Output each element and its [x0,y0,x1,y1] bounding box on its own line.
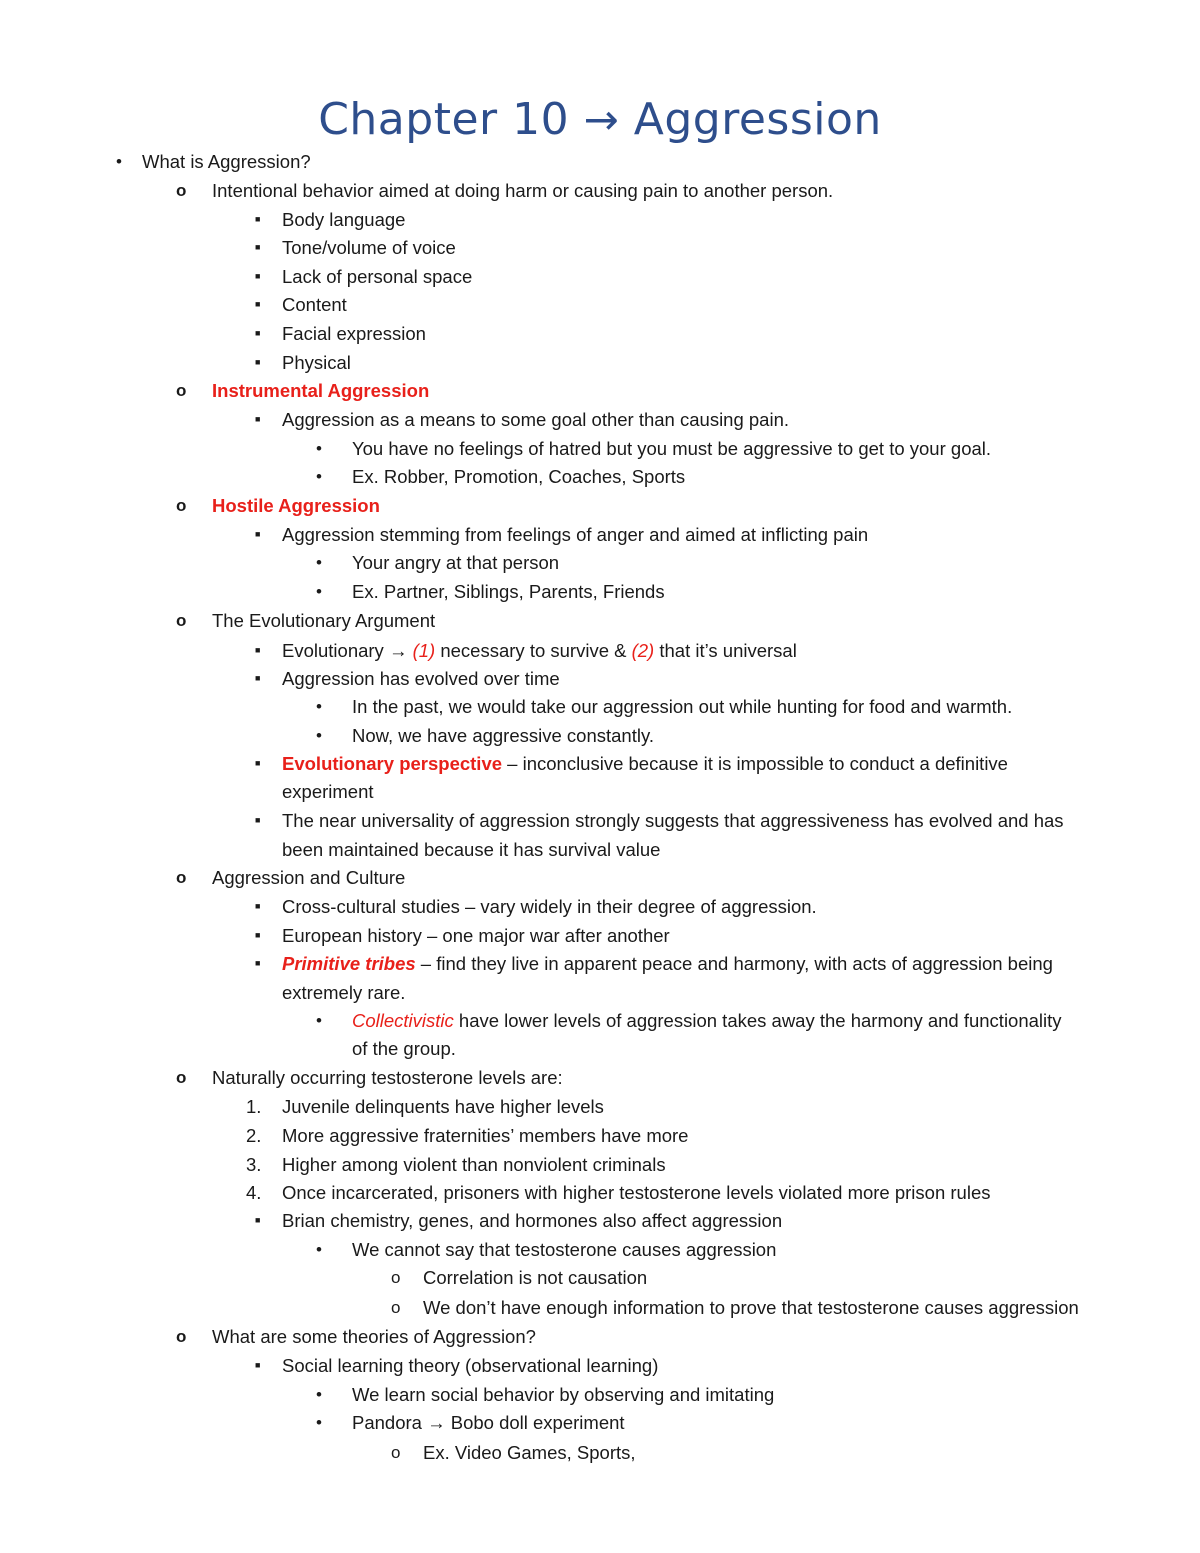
list-item: ■ Aggression as a means to some goal other than causing pain. [282,406,789,434]
list-item-continuation: extremely rare. [282,982,406,1003]
list-item: • We learn social behavior by observing and imitating [352,1381,774,1409]
list-item [176,492,380,520]
list-item: ■ Facial expression [282,320,426,348]
circle-bullet-icon: o [391,1268,401,1287]
list-item: ■ Cross-cultural studies – vary widely in their degree of aggression. [282,893,817,921]
list-item: • Ex. Robber, Promotion, Coaches, Sports [352,463,685,491]
square-bullet-icon: ■ [255,414,261,424]
list-item: ■ Tone/volume of voice [282,234,456,262]
square-bullet-icon: ■ [255,673,261,683]
list-item: o We don’t have enough information to prove that testosterone causes aggression [423,1294,1079,1322]
arrow-right-icon: → [427,1412,446,1433]
square-bullet-icon: ■ [255,357,261,367]
numbered-item: 1. Juvenile delinquents have higher levels [282,1093,604,1121]
numbered-item: 3. Higher among violent than nonviolent criminals [282,1151,666,1179]
term-highlight: Hostile Aggression [212,495,380,516]
list-item: ■ The near universality of aggression strongly suggests that aggressiveness has evolved and has [282,807,1064,835]
square-bullet-icon: ■ [255,328,261,338]
arrow-right-icon: → [583,95,620,144]
bullet-icon: • [316,726,322,745]
item-number: 1. [246,1096,262,1117]
square-bullet-icon: ■ [255,299,261,309]
circle-bullet-icon: o [176,1327,187,1346]
item-number: 2. [246,1125,262,1146]
circle-bullet-icon: o [391,1443,401,1462]
bullet-icon: • [316,1413,322,1432]
item-number: 3. [246,1154,262,1175]
arrow-right-icon: → [388,640,408,661]
list-item: • In the past, we would take our aggression out while hunting for food and warmth. [352,693,1012,721]
list-item: o Intentional behavior aimed at doing harm or causing pain to another person. [212,177,833,205]
numbered-item: 2. More aggressive fraternities’ members have more [282,1122,688,1150]
list-item: ■ Evolutionary → (1) necessary to survive & (2) that it’s universal [282,637,797,665]
list-item: ■ Lack of personal space [282,263,472,291]
square-bullet-icon: ■ [255,1215,261,1225]
list-item: o The Evolutionary Argument [212,607,435,635]
page-title: Chapter 10 → Aggression [318,94,882,145]
list-item: • Now, we have aggressive constantly. [352,722,654,750]
list-item: ■ Aggression has evolved over time [282,665,560,693]
square-bullet-icon: ■ [255,815,261,825]
square-bullet-icon: ■ [255,214,261,224]
list-item [176,377,430,405]
circle-bullet-icon: o [176,1068,187,1087]
bullet-icon: • [316,697,322,716]
term-highlight: Collectivistic [352,1010,454,1031]
term-highlight: Evolutionary perspective [282,753,503,774]
list-item: • Your angry at that person [352,549,559,577]
list-item: o Naturally occurring testosterone levels are: [212,1064,563,1092]
list-item: o Correlation is not causation [423,1264,647,1292]
list-item: o Ex. Video Games, Sports, [423,1439,636,1467]
circle-bullet-icon: o [176,496,187,515]
term-highlight: Primitive tribes [282,953,416,974]
square-bullet-icon: ■ [255,1360,261,1370]
list-item: ■ Aggression stemming from feelings of anger and aimed at inflicting pain [282,521,868,549]
numbered-item: 4. Once incarcerated, prisoners with higher testosterone levels violated more prison rules [282,1179,990,1207]
bullet-icon: • [316,553,322,572]
circle-bullet-icon: o [391,1298,401,1317]
list-item: ■ European history – one major war after another [282,922,670,950]
list-item-continuation: experiment [282,781,374,802]
circle-bullet-icon: o [176,611,187,630]
square-bullet-icon: ■ [255,758,261,768]
term-highlight: Instrumental Aggression [212,380,430,401]
list-item: • We cannot say that testosterone causes aggression [352,1236,776,1264]
list-item: o Aggression and Culture [212,864,405,892]
square-bullet-icon: ■ [255,271,261,281]
bullet-icon: • [316,1011,322,1030]
list-item: • Ex. Partner, Siblings, Parents, Friends [352,578,665,606]
list-item: • What is Aggression? [142,148,311,176]
bullet-icon: • [316,582,322,601]
list-item: • Collectivistic have lower levels of aggression takes away the harmony and functionality [352,1007,1062,1035]
square-bullet-icon: ■ [255,242,261,252]
list-item: ■ Content [282,291,347,319]
list-item: ■ Evolutionary perspective – inconclusive because it is impossible to conduct a definitive [282,750,1008,778]
item-number: 4. [246,1182,262,1203]
square-bullet-icon: ■ [255,645,261,655]
bullet-icon: • [316,1385,322,1404]
square-bullet-icon: ■ [255,529,261,539]
list-item: • Pandora → Bobo doll experiment [352,1409,625,1437]
bullet-icon: • [316,467,322,486]
list-item: ■ Primitive tribes – find they live in apparent peace and harmony, with acts of aggression being [282,950,1053,978]
list-item: • You have no feelings of hatred but you must be aggressive to get to your goal. [352,435,991,463]
bullet-icon: • [316,1240,322,1259]
list-item: ■ Body language [282,206,405,234]
bullet-icon: • [116,152,122,171]
list-item: o What are some theories of Aggression? [212,1323,536,1351]
list-item-continuation: been maintained because it has survival value [282,839,661,860]
list-item: ■ Social learning theory (observational learning) [282,1352,658,1380]
square-bullet-icon: ■ [255,958,261,968]
square-bullet-icon: ■ [255,901,261,911]
bullet-icon: • [316,439,322,458]
circle-bullet-icon: o [176,868,187,887]
list-item: ■ Physical [282,349,351,377]
square-bullet-icon: ■ [255,930,261,940]
circle-bullet-icon: o [176,381,187,400]
list-item-continuation: of the group. [352,1038,456,1059]
list-item: ■ Brian chemistry, genes, and hormones also affect aggression [282,1207,782,1235]
circle-bullet-icon: o [176,181,187,200]
